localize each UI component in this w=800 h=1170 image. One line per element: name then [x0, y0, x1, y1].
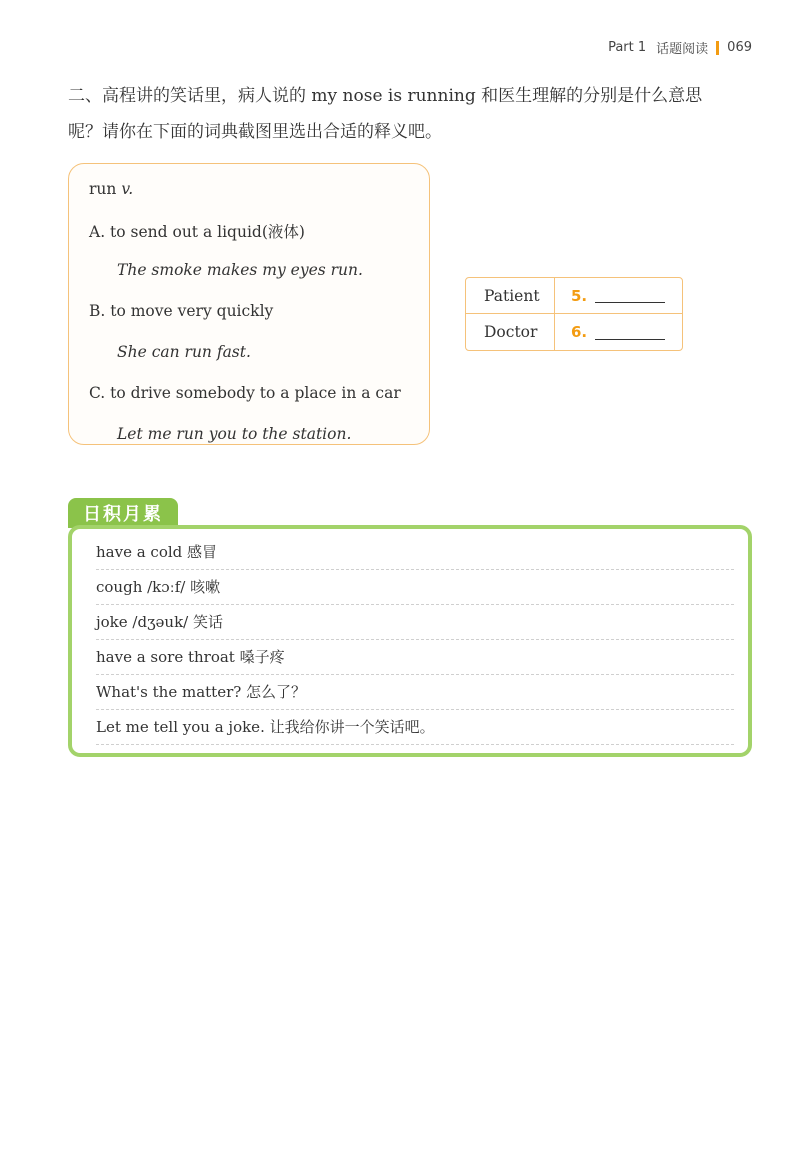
question-line-2: 呢？请你在下面的词典截图里选出合适的释义吧。: [68, 122, 442, 142]
answer-field-6[interactable]: [555, 314, 682, 350]
question-line-1: 二、高程讲的笑话里，病人说的 my nose is running 和医生理解的分别是什么意思: [68, 86, 703, 106]
definition-b: B. to move very quickly: [89, 302, 274, 320]
vocab-item: have a cold 感冒: [96, 535, 734, 570]
part-of-speech: v.: [121, 180, 134, 198]
answer-table: [465, 277, 683, 351]
example-b: She can run fast.: [117, 343, 251, 361]
headword: run: [89, 180, 117, 198]
answer-blank-5[interactable]: [595, 288, 665, 303]
example-c: Let me run you to the station.: [117, 425, 352, 443]
answer-label-doctor: Doctor: [466, 314, 555, 350]
dictionary-headword: [89, 180, 133, 198]
vocabulary-box: [68, 525, 752, 757]
vocab-item: cough /kɔːf/ 咳嗽: [96, 570, 734, 605]
definition-c: C. to drive somebody to a place in a car: [89, 384, 401, 402]
question-text: [68, 78, 752, 150]
definition-a: A. to send out a liquid(液体): [89, 223, 305, 241]
section-title: 话题阅读: [656, 42, 709, 57]
part-label: Part 1: [608, 40, 647, 55]
page-number: 069: [727, 40, 752, 55]
vocab-item: have a sore throat 嗓子疼: [96, 640, 734, 675]
answer-blank-6[interactable]: [595, 325, 665, 340]
vocab-item: Let me tell you a joke. 让我给你讲一个笑话吧。: [96, 710, 734, 745]
vocab-item: What's the matter? 怎么了？: [96, 675, 734, 710]
answer-field-5[interactable]: [555, 278, 682, 314]
example-a: The smoke makes my eyes run.: [117, 261, 363, 279]
answer-number-5: 5.: [571, 286, 588, 305]
answer-number-6: 6.: [571, 323, 588, 341]
answer-label-patient: Patient: [466, 278, 555, 314]
vocabulary-title: 日积月累: [68, 498, 178, 528]
header-divider: [716, 41, 719, 55]
vocab-item: joke /dʒəuk/ 笑话: [96, 605, 734, 640]
dictionary-box: [68, 163, 430, 445]
page-header: [608, 38, 752, 57]
